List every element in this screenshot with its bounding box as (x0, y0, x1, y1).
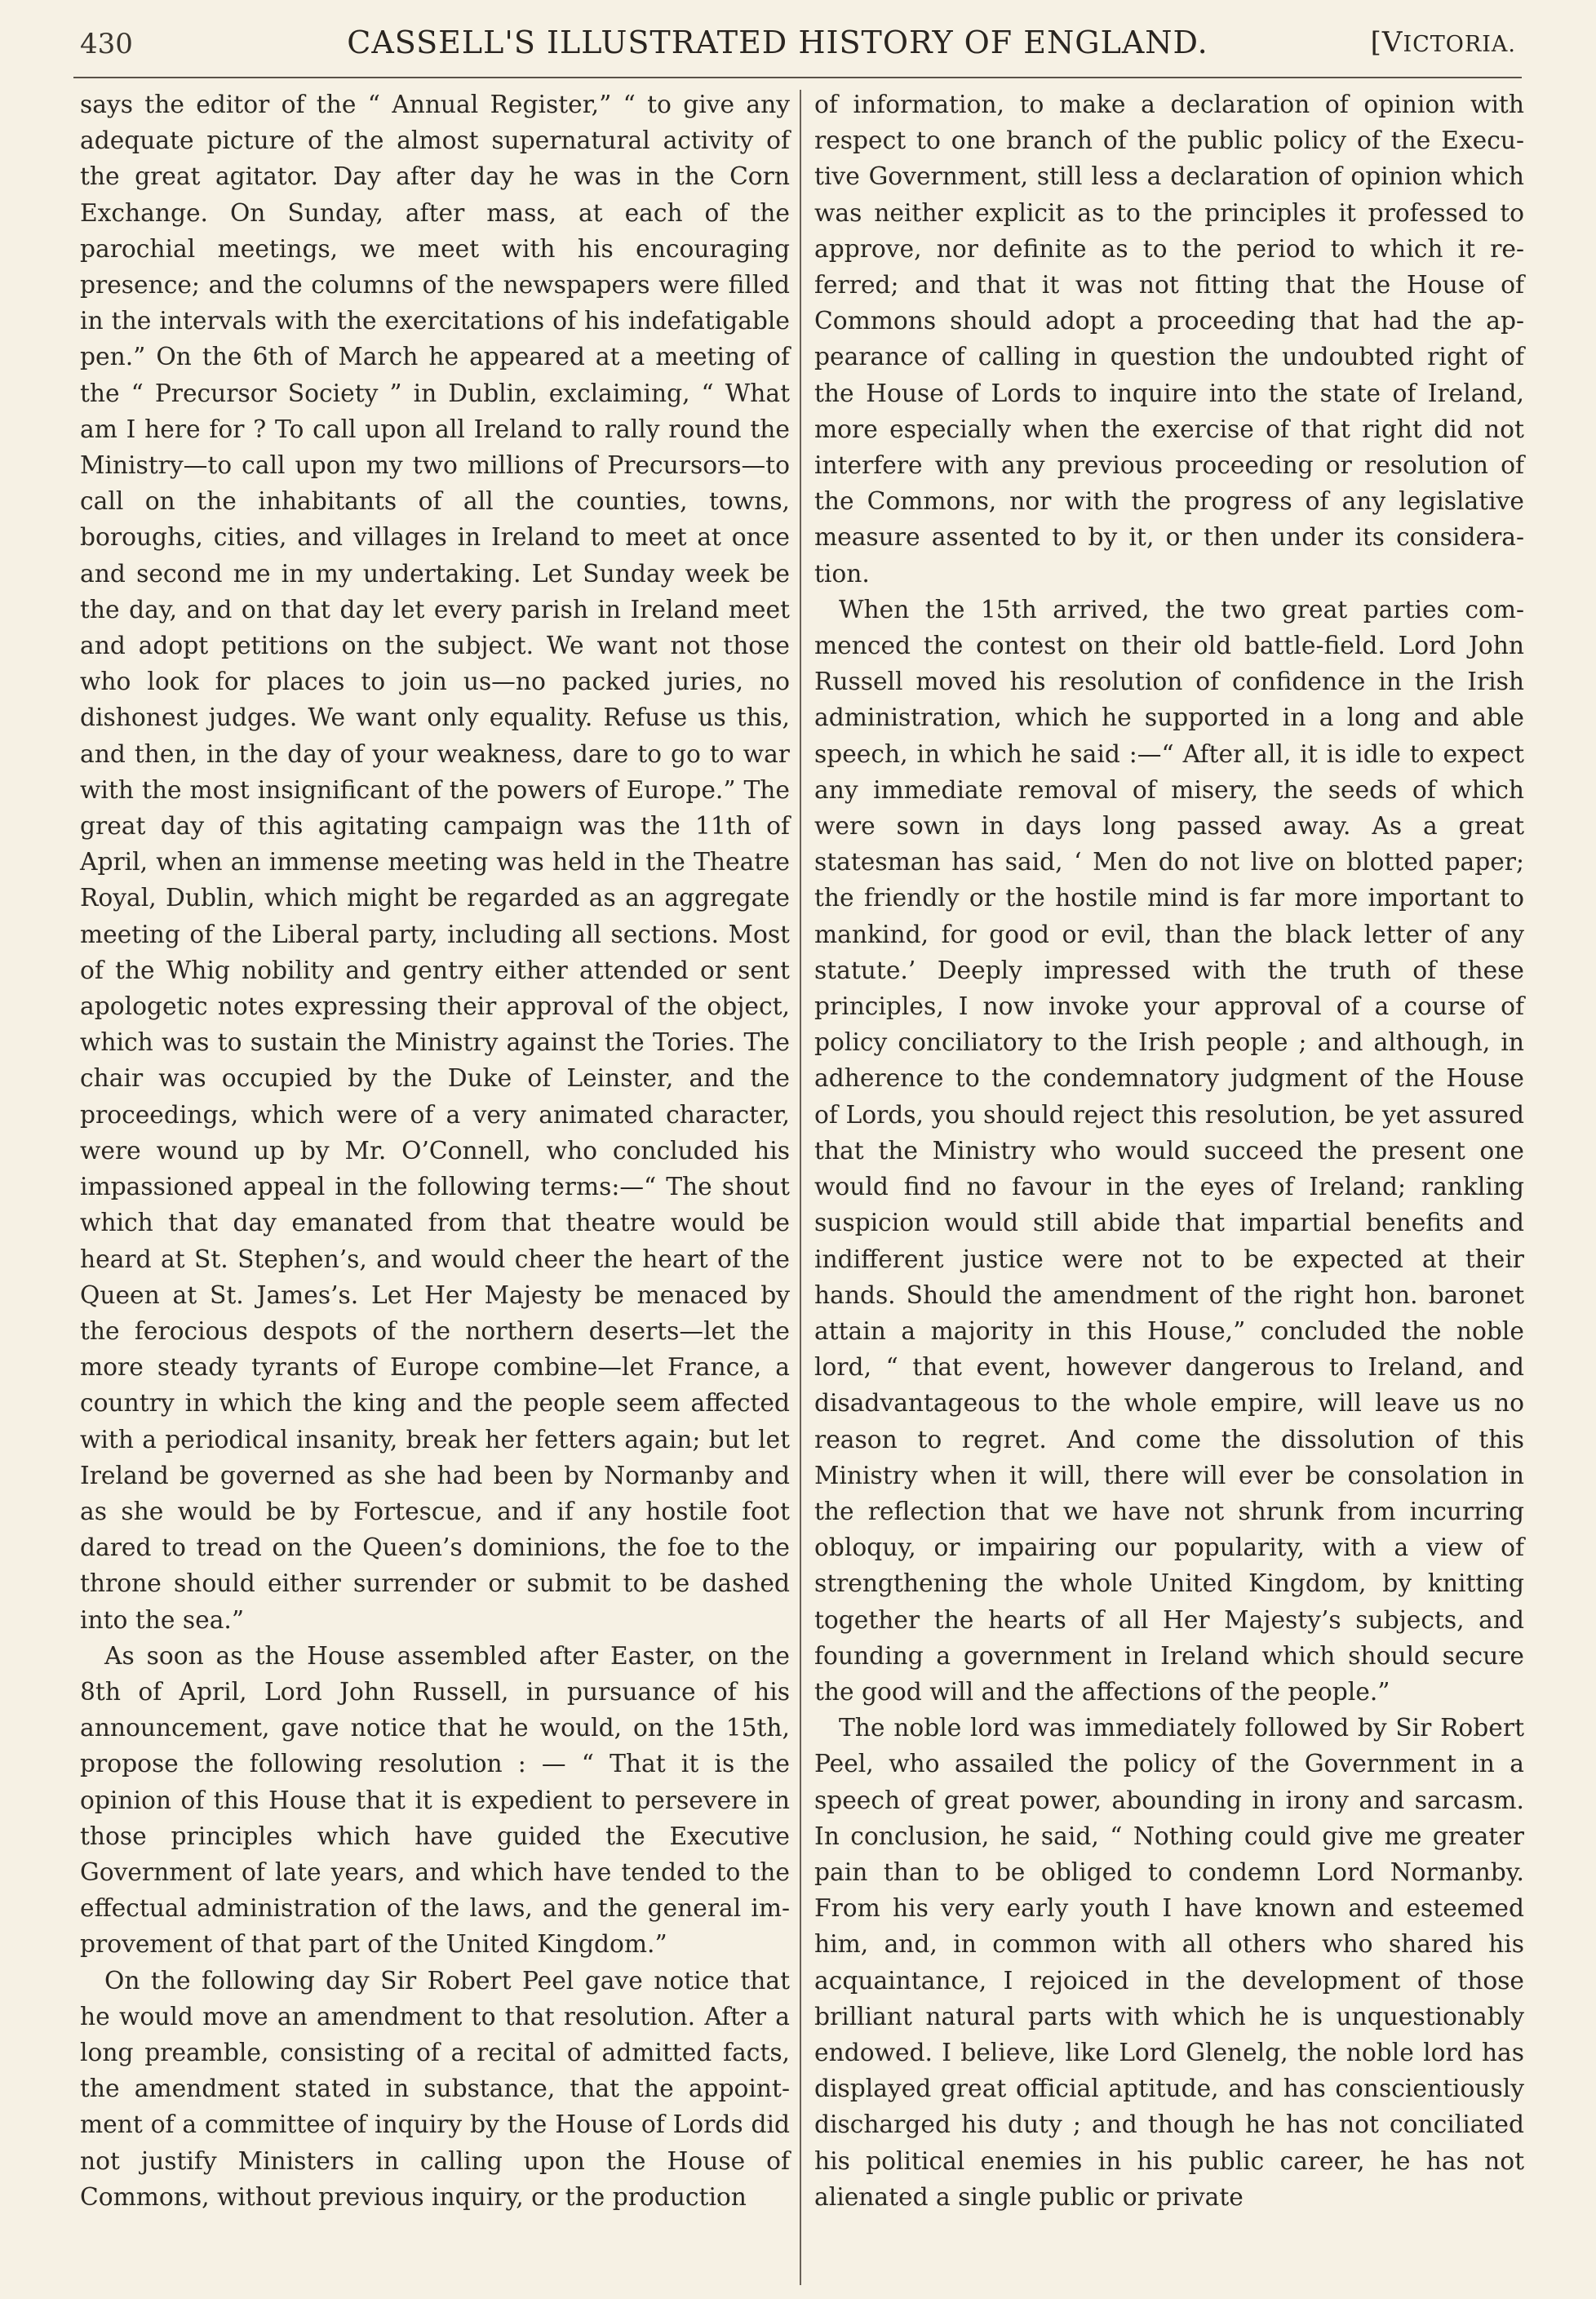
paragraph: As soon as the House assembled after Easter, on the 8th of April, Lord John Russell, in pursuance of his announcement, gave notice that he would, on the 15th, propose the following resolution : — “ That it is the opinion of this House that it is expedient to persevere in those principles which have guided the Executive Government of late years, and which have tended to the effectual administration of the laws, and the general improvement of that part of the United Kingdom.” (80, 1641, 790, 1959)
paragraph: When the 15th arrived, the two great parties commenced the contest on their old battle-field. Lord John Russell moved his resolution of confidence in the Irish administration, which he supported in a long and able speech, in which he said :—“ After all, it is idle to expect any immediate removal of misery, the seeds of which were sown in days long passed away. As a great statesman has said, ‘ Men do not live on blotted paper; the friendly or the hostile mind is far more important to mankind, for good or evil, than the black letter of any statute.’ Deeply impressed with the truth of these principles, I now invoke your approval of a course of policy conciliatory to the Irish people ; and although, in adherence to the condemnatory judgment of the House of Lords, you should reject this resolution, be yet assured that the Ministry who would succeed the present one would find no favour in the eyes of Ireland; rankling suspicion would still abide that impartial benefits and indifferent justice were not to be expected at their hands. Should the amendment of the right hon. baronet attain a majority in this House,” concluded the noble lord, “ that event, however dangerous to Ireland, and disadvantageous to the whole empire, will leave us no reason to regret. And come the dissolution of this Ministry when it will, there will ever be consolation in the reflection that we have not shrunk from incurring obloquy, or impairing our popularity, with a view of strengthening the whole United Kingdom, by knitting together the hearts of all Her Majesty’s subjects, and founding a government in Ireland which should secure the good will and the affections of the people.” (814, 595, 1524, 1706)
paragraph: of information, to make a declaration of opinion with respect to one branch of the public policy of the Executive Government, still less a declaration of opinion which was neither explicit as to the principles it professed to approve, nor definite as to the period to which it referred; and that it was not fitting that the House of Commons should adopt a proceeding that had the appearance of calling in question the undoubted right of the House of Lords to inquire into the state of Ireland, more especially when the exercise of that right did not interfere with any previous proceeding or resolution of the Commons, nor with the progress of any legislative measure assented to by it, or then under its consideration. (814, 91, 1524, 588)
column-divider (800, 90, 801, 2285)
header-rule (73, 77, 1522, 78)
page-number: 430 (80, 28, 133, 60)
reign-rest: ICTORIA. (1403, 32, 1516, 57)
paragraph: The noble lord was immediately followed by Sir Robert Peel, who assailed the policy of the Government in a speech of great power, abounding in irony and sarcasm. In conclusion, he said, “ Nothing could give me greater pain than to be obliged to condemn Lord Normanby. From his very early youth I have known and esteemed him, and, in common with all others who shared his acquaintance, I rejoiced in the development of those brilliant natural parts with which he is unquestionably endowed. I believe, like Lord Glenelg, the noble lord has displayed great official aptitude, and has conscientiously discharged his duty ; and though he has not conciliated his political enemies in his public career, he has not alienated a single public or private (814, 1714, 1524, 2212)
right-column (814, 87, 1524, 2216)
paragraph: says the editor of the “ Annual Register,” “ to give any adequate picture of the almost supernatural activity of the great agitator. Day after day he was in the Corn Exchange. On Sunday, after mass, at each of the parochial meetings, we meet with his encouraging presence; and the columns of the newspapers were filled in the intervals with the exercitations of his indefatigable pen.” On the 6th of March he appeared at a meeting of the “ Precursor Society ” in Dublin, exclaiming, “ What am I here for ? To call upon all Ireland to rally round the Ministry—to call upon my two millions of Precursors—to call on the inhabitants of all the counties, towns, boroughs, cities, and villages in Ireland to meet at once and second me in my undertaking. Let Sunday week be the day, and on that day let every parish in Ireland meet and adopt petitions on the subject. We want not those who look for places to join us—no packed juries, no dishonest judges. We want only equality. Refuse us this, and then, in the day of your weakness, dare to go to war with the most insignificant of the powers of Europe.” The great day of this agitating campaign was the 11th of April, when an immense meeting was held in the Theatre Royal, Dublin, which might be regarded as an aggregate meeting of the Liberal party, including all sections. Most of the Whig nobility and gentry either attended or sent apologetic notes expressing their approval of the object, which was to sustain the Ministry against the Tories. The chair was occupied by the Duke of Leinster, and the proceedings, which were of a very animated character, were wound up by Mr. O’Connell, who concluded his impassioned appeal in the following terms:—“ The shout which that day emanated from that theatre would be heard at St. Stephen’s, and would cheer the heart of the Queen at St. James’s. Let Her Majesty be menaced by the ferocious despots of the northern deserts—let the more steady tyrants of Europe combine—let France, a country in which the king and the people seem affected with a periodical insanity, break her fetters again; but let Ireland be governed as she had been by Normanby and as she would be by Fortescue, and if any hostile foot dared to tread on the Queen’s dominions, the foe to the throne should either surrender or submit to be dashed into the sea.” (80, 91, 790, 1635)
left-column (80, 87, 790, 2216)
reign-label (1371, 26, 1516, 59)
paragraph: On the following day Sir Robert Peel gave notice that he would move an amendment to that resolution. After a long preamble, consisting of a recital of admitted facts, the amendment stated in substance, that the appointment of a committee of inquiry by the House of Lords did not justify Ministers in calling upon the House of Commons, without previous inquiry, or the production (80, 1966, 790, 2212)
reign-initial: V (1381, 26, 1403, 59)
running-title: CASSELL'S ILLUSTRATED HISTORY OF ENGLAND. (347, 24, 1208, 60)
page-header (80, 24, 1516, 69)
reign-bracket: [ (1370, 26, 1382, 59)
